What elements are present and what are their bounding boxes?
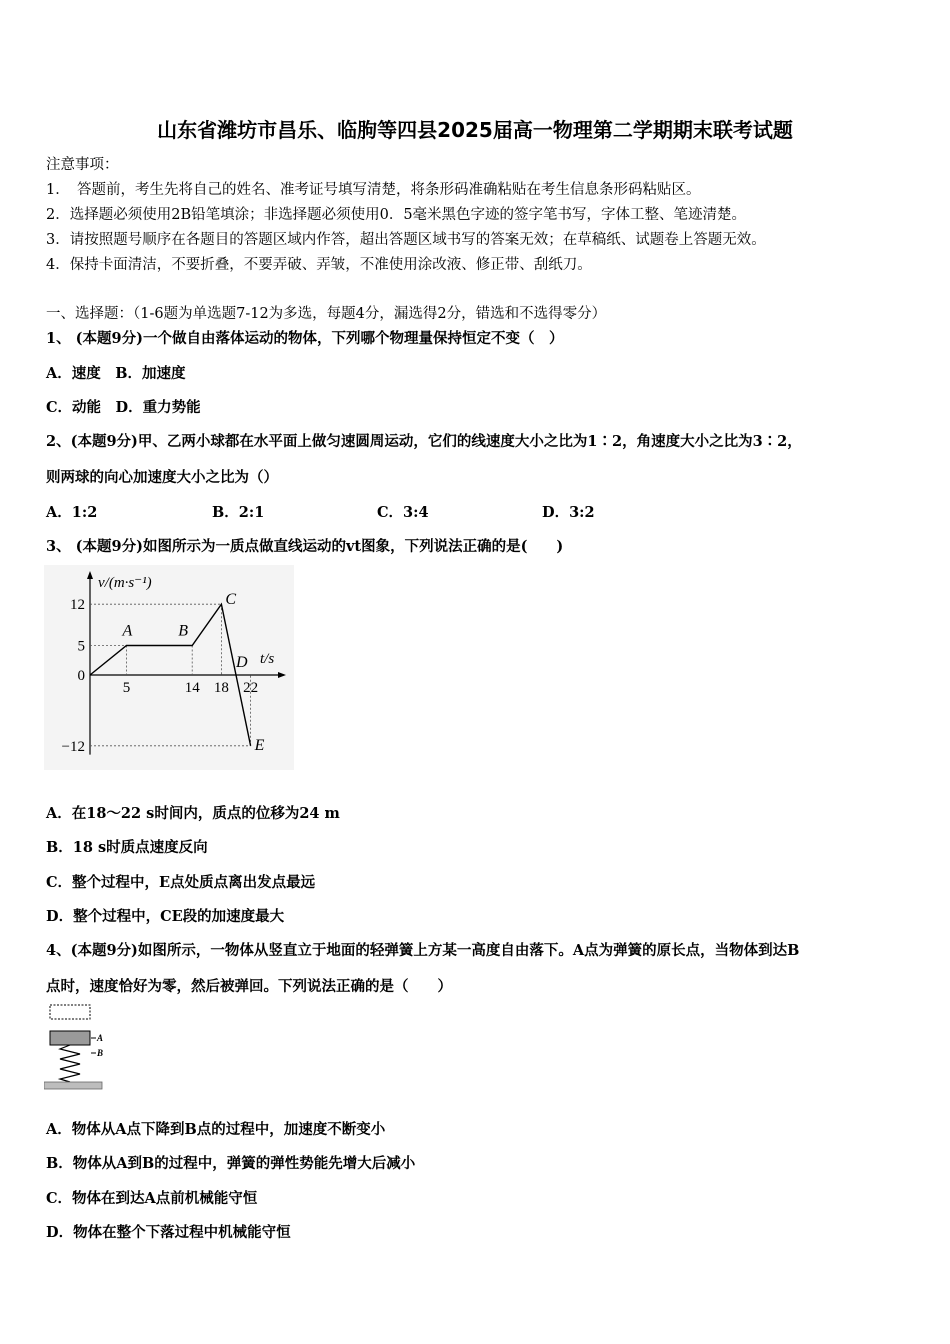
y-tick-label: 12 [70,597,85,614]
question-2-stem: 2、(本题9分)甲、乙两小球都在水平面上做匀速圆周运动，它们的线速度大小之比为1∶2，角速度大小之比为3∶2， [46,433,802,450]
question-1-options-ab: A．速度 B．加速度 [46,365,186,382]
question-2-option-c: C．3:4 [377,504,429,521]
question-3-option-a: A．在18～22 s时间内，质点的位移为24 m [46,805,340,822]
point-b-label: B [97,1048,104,1058]
x-tick-label: 18 [213,680,229,696]
point-label-b: B [178,622,188,640]
x-tick-label: 22 [243,680,259,696]
notice-heading: 注意事项： [46,157,119,173]
y-tick-label: −12 [61,738,85,755]
question-4-option-a: A．物体从A点下降到B点的过程中，加速度不断变小 [46,1121,386,1138]
x-tick-label: 5 [122,680,131,696]
question-3-option-c: C．整个过程中，E点处质点离出发点最远 [46,874,316,891]
question-2-option-d: D．3:2 [542,504,595,521]
point-label-c: C [225,591,237,609]
point-label-d: D [236,654,248,671]
notice-item: 2．选择题必须使用2B铅笔填涂；非选择题必须使用0．5毫米黑色字迹的签字笔书写，字体工整、笔迹清楚。 [46,207,747,223]
spring-coil [60,1045,80,1082]
question-4-option-b: B．物体从A到B的过程中，弹簧的弹性势能先增大后减小 [46,1155,416,1172]
point-label-a: A [122,622,133,640]
question-2-option-b: B．2:1 [212,504,265,521]
question-4-stem: 4、(本题9分)如图所示，一物体从竖直立于地面的轻弹簧上方某一高度自由落下。A点为弹簧的原长点，当物体到达B [46,942,800,959]
point-a-label: A [97,1033,104,1043]
notice-item: 4．保持卡面清洁，不要折叠，不要弄破、弄皱，不准使用涂改液、修正带、刮纸刀。 [46,257,592,273]
question-4-option-d: D．物体在整个下落过程中机械能守恒 [46,1224,291,1241]
point-label-e: E [254,736,265,754]
spring-plate [50,1031,90,1045]
question-3-option-b: B．18 s时质点速度反向 [46,839,208,856]
ground [44,1082,102,1089]
falling-object [50,1005,90,1019]
notice-item: 1． 答题前，考生先将自己的姓名、准考证号填写清楚，将条形码准确粘贴在考生信息条形码粘贴区。 [46,182,701,198]
y-tick-label: 0 [77,668,85,684]
spring-figure [44,1003,116,1091]
section-heading: 一、选择题：（1-6题为单选题7-12为多选，每题4分，漏选得2分，错选和不选得零分） [46,306,607,322]
x-tick-label: 14 [184,680,200,696]
question-2-option-a: A．1:2 [46,504,98,521]
question-1-stem: 1、 (本题9分)一个做自由落体运动的物体，下列哪个物理量保持恒定不变（ ） [46,330,564,347]
y-tick-label: 5 [77,638,85,655]
question-4-stem-cont: 点时，速度恰好为零，然后被弹回。下列说法正确的是（ ） [46,978,452,995]
vt-graph [44,565,294,770]
notice-item: 3．请按照题号顺序在各题目的答题区域内作答，超出答题区域书写的答案无效；在草稿纸、试题卷上答题无效。 [46,232,766,248]
page-title: 山东省潍坊市昌乐、临朐等四县2025届高一物理第二学期期末联考试题 [157,118,793,142]
x-axis-label: t/s [260,651,275,667]
question-1-options-cd: C．动能 D．重力势能 [46,399,201,416]
y-axis-label: v/(m·s⁻¹) [98,575,152,591]
question-2-stem-cont: 则两球的向心加速度大小之比为（） [46,469,278,486]
question-4-option-c: C．物体在到达A点前机械能守恒 [46,1190,258,1207]
question-3-stem: 3、 (本题9分)如图所示为一质点做直线运动的vt图象，下列说法正确的是( ) [46,538,564,555]
question-3-option-d: D．整个过程中，CE段的加速度最大 [46,908,285,925]
